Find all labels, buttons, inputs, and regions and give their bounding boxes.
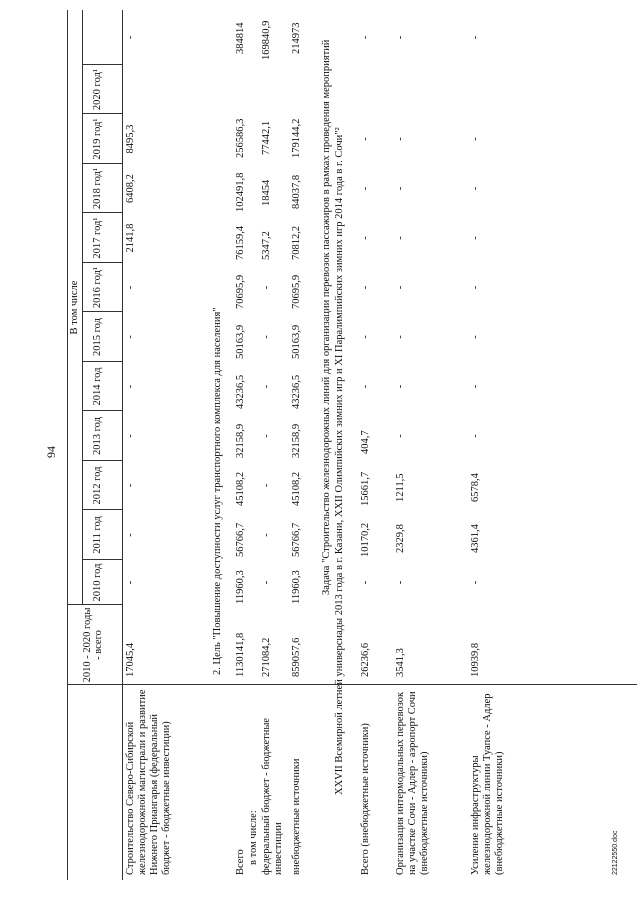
header-year: 2019 год¹	[92, 118, 103, 160]
header-year: 2010 год	[92, 563, 103, 602]
cell: 256586,3	[235, 118, 246, 158]
cell: -	[360, 35, 371, 40]
cell-total: 1130141,8	[235, 632, 246, 677]
cell: 10170,2	[360, 522, 371, 557]
cell: -	[470, 186, 481, 191]
task-title-line-1: Задача "Строительство железнодорожных линий для организации перевозок пассажиров в рамках проведения мероприятий	[321, 39, 332, 595]
cell: 77442,1	[261, 120, 272, 155]
cell: 18454	[261, 179, 272, 206]
cell: 50163,9	[235, 324, 246, 359]
cell: -	[395, 186, 406, 191]
cell: -	[360, 285, 371, 290]
cell: -	[395, 384, 406, 389]
row-label: в том числе:	[248, 810, 259, 865]
cell: -	[261, 384, 272, 389]
cell: -	[125, 580, 136, 585]
cell: -	[470, 137, 481, 141]
row-label: Всего (внебюджетные источники)	[360, 723, 371, 875]
table-top-line	[67, 10, 68, 880]
row-label: федеральный бюджет - бюджетные инвестиции	[261, 717, 284, 875]
subheader-line	[82, 10, 83, 605]
cell: -	[125, 434, 136, 438]
row-label: Всего	[235, 849, 246, 875]
cell: 169840,9	[261, 20, 272, 60]
cell-total: 10939,8	[470, 642, 481, 677]
cell: -	[470, 580, 481, 585]
cell: 56766,7	[291, 522, 302, 557]
cell: -	[360, 137, 371, 141]
cell: -	[360, 384, 371, 389]
header-year: 2016 год¹	[92, 266, 103, 309]
cell: 384814	[235, 22, 246, 54]
cell: 76159,4	[235, 225, 246, 260]
header-year: 2012 год	[92, 466, 103, 505]
cell: 4361,4	[470, 524, 481, 553]
cell: -	[360, 186, 371, 191]
cell: -	[125, 384, 136, 389]
cell: -	[360, 580, 371, 585]
cell: -	[125, 483, 136, 488]
cell: -	[395, 335, 406, 339]
cell: -	[125, 335, 136, 339]
cell: 404,7	[360, 430, 371, 454]
cell-total: 26236,6	[360, 642, 371, 677]
cell: 2329,8	[395, 524, 406, 553]
cell: -	[470, 236, 481, 240]
cell: -	[395, 580, 406, 585]
cell: 45108,2	[291, 471, 302, 506]
header-bottom-line	[122, 10, 123, 880]
cell: -	[395, 137, 406, 141]
cell-total: 271084,2	[261, 637, 272, 677]
cell: 43236,5	[235, 374, 246, 409]
label-col-border	[67, 684, 637, 685]
cell: -	[261, 434, 272, 438]
cell: 8495,3	[125, 124, 136, 154]
cell: 56766,7	[235, 522, 246, 557]
cell: 70695,9	[291, 274, 302, 309]
header-year: 2014 год	[92, 367, 103, 406]
cell: -	[470, 285, 481, 290]
cell: -	[125, 285, 136, 290]
header-year: 2013 год	[92, 417, 103, 455]
header-year: 2020 год¹	[92, 68, 103, 111]
header-year: 2018 год¹	[92, 167, 103, 210]
cell: 84037,8	[291, 174, 302, 209]
row-label: Усиление инфраструктуры железнодорожной линии Туапсе - Адлер (внебюджетные источники)	[470, 693, 505, 875]
cell: -	[470, 434, 481, 438]
cell: 50163,9	[291, 324, 302, 359]
cell: 70695,9	[235, 274, 246, 309]
cell: -	[125, 533, 136, 537]
header-year: 2015 год	[92, 318, 103, 356]
cell: -	[261, 335, 272, 339]
row-label: Организация интермодальных перевозок на участке Сочи - Адлер - аэропорт Сочи (внебюджетные источники)	[395, 691, 430, 875]
header-year: 2011 год	[92, 516, 103, 554]
cell: 11960,3	[291, 570, 302, 604]
cell: -	[470, 384, 481, 389]
header-in-total: В том числе	[69, 280, 80, 335]
cell: -	[360, 335, 371, 339]
cell: 11960,3	[235, 570, 246, 604]
header-year: 2017 год¹	[92, 217, 103, 259]
section-title-goal-2: 2. Цель "Повышение доступности услуг транспортного комплекса для населения"	[212, 307, 223, 675]
cell: -	[261, 533, 272, 537]
cell: 179144,2	[291, 118, 302, 158]
cell: 15661,7	[360, 471, 371, 506]
cell: 2141,8	[125, 223, 136, 253]
cell-total: 3541,3	[395, 648, 406, 677]
cell: -	[261, 285, 272, 290]
cell: 45108,2	[235, 471, 246, 506]
cell: -	[125, 35, 136, 40]
cell: 32158,9	[291, 423, 302, 458]
cell: -	[395, 35, 406, 40]
header-total: 2010 - 2020 годы - всего	[82, 607, 104, 683]
task-title-line-2: XXVII Всемирной летней универсиады 2013 года в г. Казани, XXII Олимпийских зимних игр и XI Паралимпийских зимних игр 2014 года в г. Сочи"²	[334, 127, 345, 795]
cell: 6408,2	[125, 174, 136, 203]
cell: -	[261, 483, 272, 488]
cell: 214973	[291, 22, 302, 54]
cell-total: 859057,6	[291, 637, 302, 677]
cell: 32158,9	[235, 423, 246, 458]
cell: 5347,2	[261, 231, 272, 260]
footer-file-code: 22122550.doc	[612, 830, 619, 875]
row-label: Строительство Северо-Сибирской железнодорожной магистрали и развитие Нижнего Приангарья (федеральный бюджет - бюджетные инвестиции)	[125, 689, 172, 875]
cell: -	[395, 236, 406, 240]
cell-total: 17045,4	[125, 642, 136, 677]
cell: -	[261, 580, 272, 585]
cell: -	[360, 236, 371, 240]
cell: -	[470, 335, 481, 339]
row-label: внебюджетные источники	[291, 758, 302, 875]
cell: 1211,5	[395, 473, 406, 502]
cell: 102491,8	[235, 172, 246, 212]
cell: -	[470, 35, 481, 40]
cell: -	[395, 285, 406, 290]
cell: 43236,5	[291, 374, 302, 409]
cell: 6578,4	[470, 473, 481, 502]
cell: 70812,2	[291, 225, 302, 260]
page-number: 94	[44, 446, 58, 458]
cell: -	[395, 434, 406, 438]
